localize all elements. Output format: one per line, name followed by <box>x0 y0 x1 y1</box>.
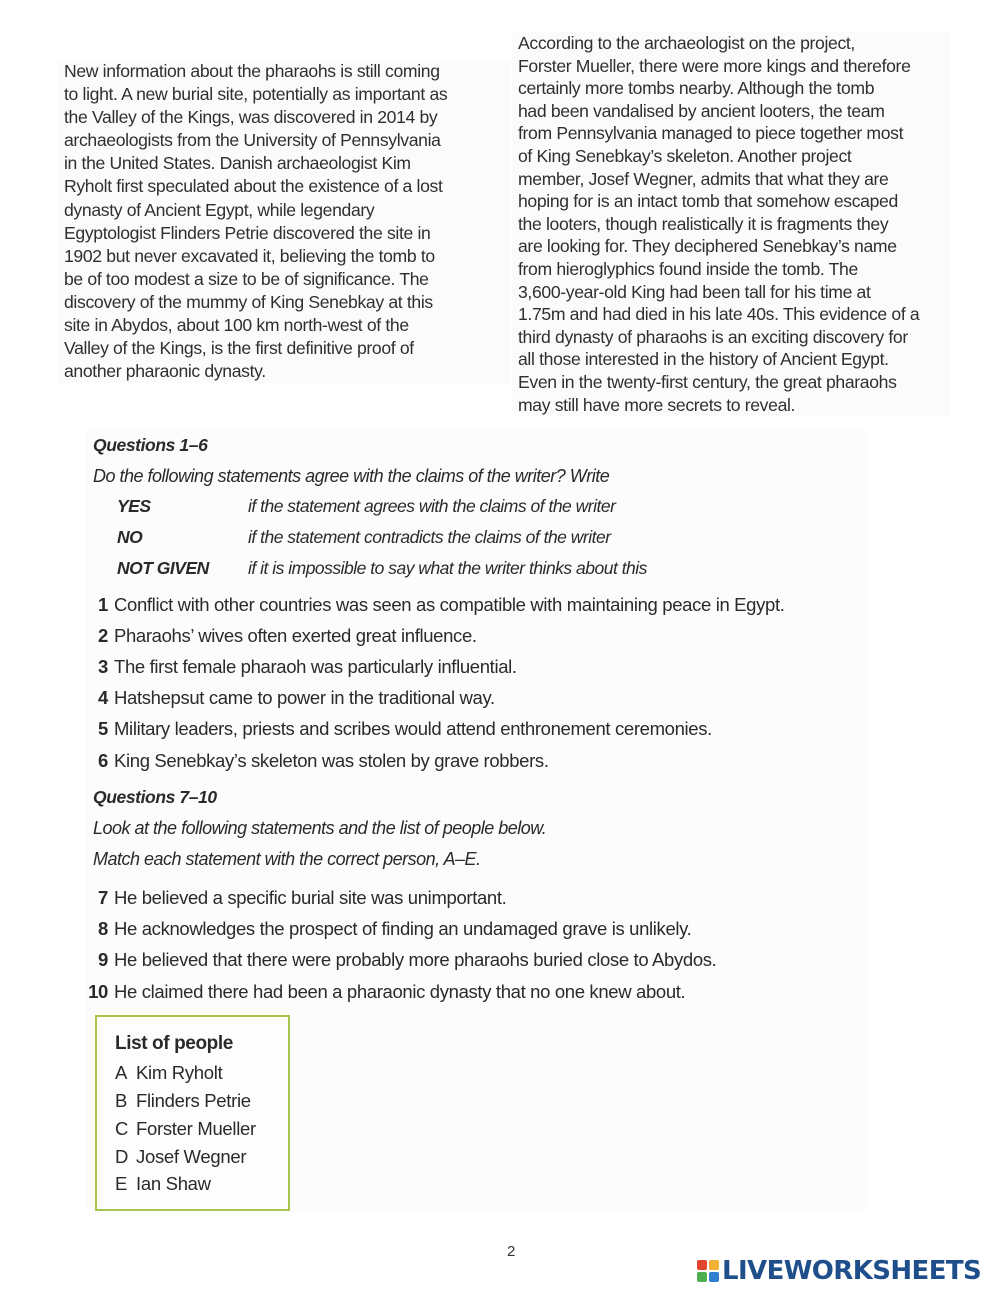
questions-1-6-heading: Questions 1–6 <box>93 435 208 455</box>
passage-line: be of too modest a size to be of significance. The <box>64 268 429 289</box>
answer-key-description: if the statement agrees with the claims of the writer <box>248 496 616 516</box>
answer-key-term: NOT GIVEN <box>117 558 209 578</box>
passage-line: 1.75m and had died in his late 40s. This evidence of a <box>518 304 920 325</box>
passage-line: hoping for is an intact tomb that somehow escaped <box>518 191 898 212</box>
questions-1-6-instruction: Do the following statements agree with the claims of the writer? Write <box>93 466 610 486</box>
passage-line: in the United States. Danish archaeologist Kim <box>64 153 411 174</box>
question-text: He claimed there had been a pharaonic dynasty that no one knew about. <box>114 981 686 1002</box>
question-number: 5 <box>98 718 108 739</box>
person-letter: E <box>115 1173 128 1194</box>
person-letter: B <box>115 1090 128 1111</box>
question-text: Conflict with other countries was seen as compatible with maintaining peace in Egypt. <box>114 594 785 615</box>
question-text: He acknowledges the prospect of finding an undamaged grave is unlikely. <box>114 918 692 939</box>
passage-line: According to the archaeologist on the project, <box>518 33 855 53</box>
question-text: Military leaders, priests and scribes would attend enthronement ceremonies. <box>114 718 712 739</box>
person-letter: C <box>115 1118 129 1139</box>
question-text: King Senebkay’s skeleton was stolen by grave robbers. <box>114 750 549 771</box>
passage-line: archaeologists from the University of Pennsylvania <box>64 130 441 151</box>
passage-line: all those interested in the history of Ancient Egypt. <box>518 349 889 370</box>
question-number: 9 <box>98 949 108 970</box>
passage-line: dynasty of Ancient Egypt, while legendary <box>64 199 375 220</box>
question-text: He believed a specific burial site was unimportant. <box>114 887 507 908</box>
liveworksheets-logo-icon <box>697 1260 719 1282</box>
passage-line: Forster Mueller, there were more kings and therefore <box>518 55 911 76</box>
answer-key-description: if the statement contradicts the claims of the writer <box>248 527 611 547</box>
passage-line: another pharaonic dynasty. <box>64 361 266 382</box>
person-option-a <box>115 1062 222 1084</box>
questions-7-10-instruction-match: Match each statement with the correct person, A–E. <box>93 849 481 869</box>
passage-line: certainly more tombs nearby. Although the tomb <box>518 78 875 99</box>
passage-line: site in Abydos, about 100 km north-west of the <box>64 315 409 336</box>
passage-paragraph-right <box>518 32 944 416</box>
question-number: 3 <box>98 656 108 677</box>
questions-7-10-heading: Questions 7–10 <box>93 787 217 807</box>
person-name: Kim Ryholt <box>136 1062 223 1083</box>
passage-line: the Valley of the Kings, was discovered in 2014 by <box>64 107 438 128</box>
person-name: Forster Mueller <box>136 1118 256 1139</box>
passage-line: of King Senebkay’s skeleton. Another project <box>518 145 852 166</box>
question-number: 6 <box>98 750 108 771</box>
passage-line: may still have more secrets to reveal. <box>518 394 796 415</box>
passage-line: to light. A new burial site, potentially as important as <box>64 84 448 105</box>
questions-7-10-instruction: Look at the following statements and the list of people below. <box>93 818 547 838</box>
passage-paragraph-left <box>64 60 504 383</box>
people-list-title: List of people <box>115 1033 233 1054</box>
people-list-box <box>95 1015 290 1211</box>
question-text: The first female pharaoh was particularly influential. <box>114 656 517 677</box>
passage-line: New information about the pharaohs is still coming <box>64 61 440 81</box>
question-number: 8 <box>98 918 108 939</box>
question-number: 2 <box>98 625 108 646</box>
passage-line: Even in the twenty-first century, the great pharaohs <box>518 371 897 392</box>
person-name: Josef Wegner <box>136 1146 247 1167</box>
passage-line: from Pennsylvania managed to piece together most <box>518 123 904 144</box>
passage-left-column <box>58 60 510 383</box>
question-number: 1 <box>98 594 108 615</box>
passage-line: from hieroglyphics found inside the tomb. The <box>518 258 858 279</box>
answer-key-term: YES <box>117 496 151 516</box>
person-name: Flinders Petrie <box>136 1090 251 1111</box>
question-number: 10 <box>88 981 108 1002</box>
passage-line: Egyptologist Flinders Petrie discovered the site in <box>64 222 431 243</box>
person-letter: D <box>115 1146 129 1167</box>
answer-key-term: NO <box>117 527 143 547</box>
passage-line: had been vandalised by ancient looters, the team <box>518 100 885 121</box>
liveworksheets-wordmark: LIVEWORKSHEETS <box>722 1256 982 1286</box>
answer-key-description: if it is impossible to say what the writer thinks about this <box>248 558 647 578</box>
person-letter: A <box>115 1062 128 1083</box>
person-option-d <box>115 1146 246 1168</box>
question-text: He believed that there were probably more pharaohs buried close to Abydos. <box>114 949 717 970</box>
liveworksheets-logo[interactable] <box>697 1256 981 1286</box>
passage-line: discovery of the mummy of King Senebkay at this <box>64 291 433 312</box>
question-text: Pharaohs’ wives often exerted great influence. <box>114 625 477 646</box>
passage-line: 3,600-year-old King had been tall for his time at <box>518 281 871 302</box>
page-number: 2 <box>507 1243 516 1260</box>
question-number: 4 <box>98 687 108 708</box>
passage-line: third dynasty of pharaohs is an exciting discovery for <box>518 326 908 347</box>
passage-line: Ryholt first speculated about the existence of a lost <box>64 176 443 197</box>
passage-line: 1902 but never excavated it, believing the tomb to <box>64 245 435 266</box>
passage-right-column <box>512 32 950 416</box>
question-number: 7 <box>98 887 108 908</box>
person-option-c <box>115 1118 256 1140</box>
passage-line: member, Josef Wegner, admits that what they are <box>518 168 889 189</box>
passage-line: the looters, though realistically it is fragments they <box>518 213 889 234</box>
passage-line: Valley of the Kings, is the first definitive proof of <box>64 338 414 359</box>
question-text: Hatshepsut came to power in the traditional way. <box>114 687 495 708</box>
person-name: Ian Shaw <box>136 1173 211 1194</box>
passage-line: are looking for. They deciphered Senebkay’s name <box>518 236 897 257</box>
person-option-e <box>115 1173 211 1195</box>
person-option-b <box>115 1090 251 1112</box>
